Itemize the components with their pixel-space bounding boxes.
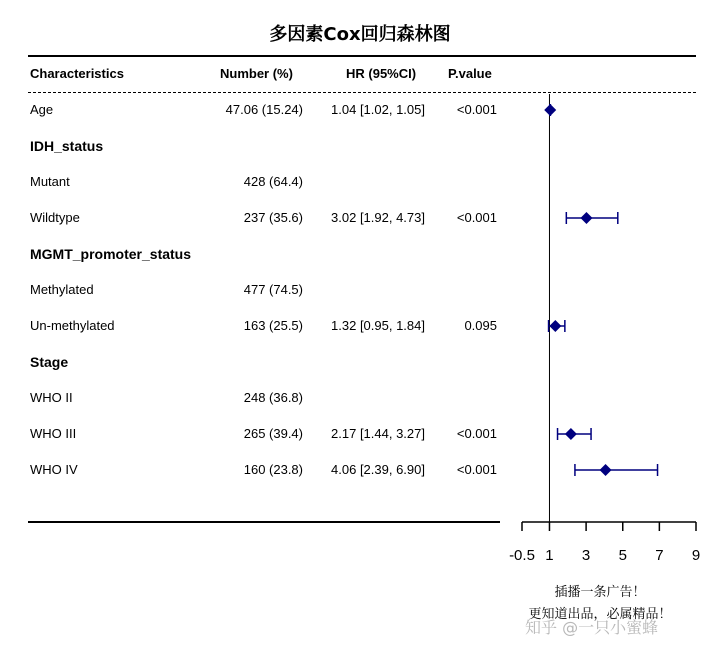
row-label: Wildtype — [30, 210, 80, 225]
x-tick-label: -0.5 — [509, 547, 535, 564]
row-pvalue: <0.001 — [456, 102, 497, 117]
row-label: Mutant — [30, 174, 70, 189]
x-tick-label: 3 — [581, 547, 591, 564]
x-tick-label: 9 — [691, 547, 701, 564]
row-group-label: IDH_status — [30, 138, 104, 154]
footnote-line-1: 插播一条广告！ — [554, 585, 646, 600]
hr-point — [544, 104, 556, 116]
hr-point — [565, 428, 577, 440]
header-hr: HR (95%CI) — [346, 66, 417, 81]
watermark: 知乎 @一只小蜜蜂 — [525, 618, 659, 637]
row-hr: 1.32 [0.95, 1.84] — [331, 318, 425, 333]
row-number: 160 (23.8) — [243, 462, 303, 477]
row-hr: 2.17 [1.44, 3.27] — [331, 426, 425, 441]
row-number: 163 (25.5) — [243, 318, 303, 333]
row-group-label: Stage — [30, 354, 69, 370]
footnote-line-2: 更知道出品，必属精品！ — [528, 607, 672, 622]
row-pvalue: 0.095 — [464, 318, 497, 333]
row-label: WHO III — [30, 426, 77, 441]
row-label: Methylated — [30, 282, 94, 297]
row-pvalue: <0.001 — [456, 426, 497, 441]
row-group-label: MGMT_promoter_status — [30, 246, 192, 262]
hr-point — [549, 320, 561, 332]
x-tick-label: 1 — [545, 547, 554, 564]
header-characteristics: Characteristics — [30, 66, 124, 81]
row-hr: 3.02 [1.92, 4.73] — [331, 210, 425, 225]
row-hr: 4.06 [2.39, 6.90] — [331, 462, 425, 477]
row-pvalue: <0.001 — [456, 462, 497, 477]
hr-point — [580, 212, 592, 224]
row-number: 428 (64.4) — [243, 174, 303, 189]
hr-point — [600, 464, 612, 476]
row-label: WHO IV — [30, 462, 78, 477]
chart-title: 多因素Cox回归森林图 — [269, 24, 451, 45]
row-label: Un-methylated — [30, 318, 115, 333]
header-number: Number (%) — [220, 66, 293, 81]
x-tick-label: 5 — [618, 547, 627, 564]
row-hr: 1.04 [1.02, 1.05] — [331, 102, 425, 117]
x-tick-label: 7 — [655, 547, 664, 564]
header-pvalue: P.value — [448, 66, 492, 81]
row-number: 248 (36.8) — [243, 390, 303, 405]
row-label: Age — [30, 102, 54, 117]
row-pvalue: <0.001 — [456, 210, 497, 225]
row-number: 477 (74.5) — [243, 282, 303, 297]
row-label: WHO II — [30, 390, 73, 405]
row-number: 47.06 (15.24) — [225, 102, 303, 117]
row-number: 237 (35.6) — [243, 210, 303, 225]
row-number: 265 (39.4) — [243, 426, 303, 441]
